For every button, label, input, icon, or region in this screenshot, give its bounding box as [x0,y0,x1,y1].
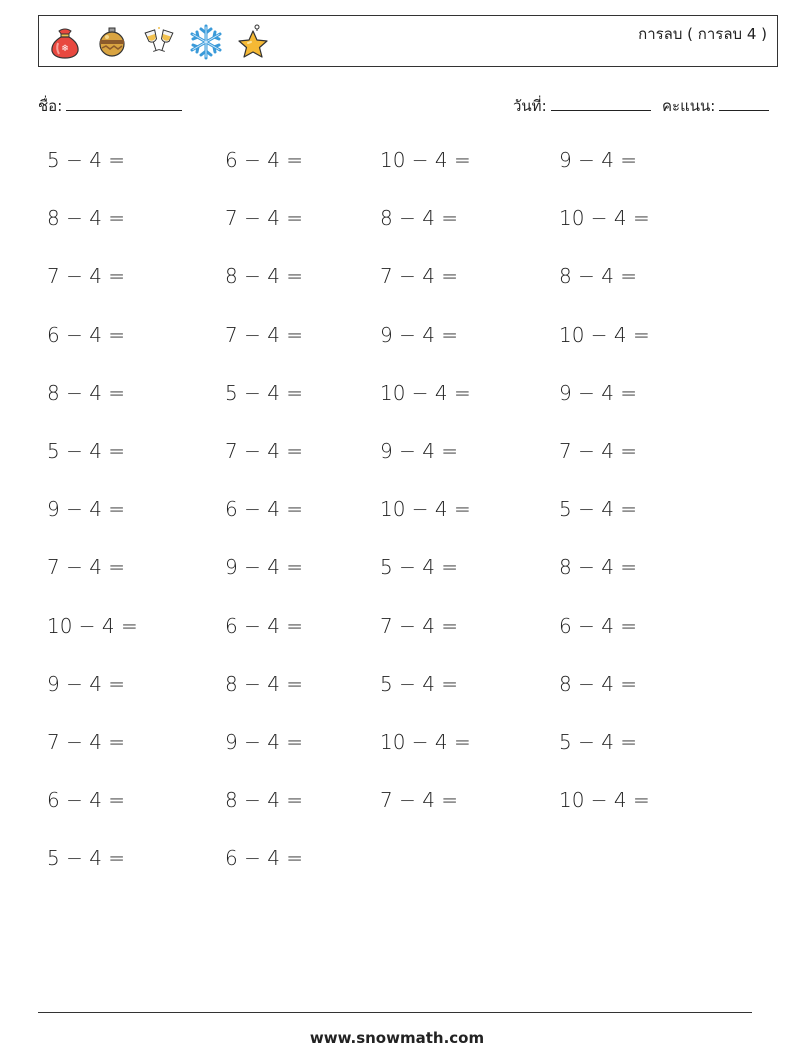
problem-item: 5 − 4 = [47,439,126,463]
decorative-icons [46,23,272,61]
ornament-ball-icon [93,23,131,61]
problem-item: 5 − 4 = [47,148,126,172]
date-field [513,94,651,118]
problem-item: 7 − 4 = [380,264,459,288]
problem-item: 8 − 4 = [47,381,126,405]
problem-item: 10 − 4 = [47,614,138,638]
problem-item: 5 − 4 = [225,381,304,405]
problem-item: 5 − 4 = [47,846,126,870]
problem-item: 8 − 4 = [225,672,304,696]
problem-item: 9 − 4 = [380,323,459,347]
date-label: วันที่: [513,97,547,115]
worksheet-title: การลบ ( การลบ 4 ) [638,25,767,43]
problem-item: 9 − 4 = [559,148,638,172]
problem-item: 8 − 4 = [559,264,638,288]
problem-item: 5 − 4 = [559,730,638,754]
problem-item: 5 − 4 = [559,497,638,521]
problem-item: 6 − 4 = [225,846,304,870]
problem-item: 8 − 4 = [380,206,459,230]
problem-item: 6 − 4 = [225,148,304,172]
problem-item: 8 − 4 = [47,206,126,230]
problem-item: 7 − 4 = [225,323,304,347]
problem-item: 9 − 4 = [47,672,126,696]
gift-sack-icon [46,23,84,61]
footer-divider [38,1012,752,1013]
name-blank [66,96,182,111]
problem-item: 10 − 4 = [380,381,471,405]
problem-item: 10 − 4 = [380,497,471,521]
name-label: ชื่อ: [38,97,63,115]
star-icon [234,23,272,61]
problem-item: 6 − 4 = [559,614,638,638]
date-blank [551,96,651,111]
problem-item: 6 − 4 = [225,497,304,521]
problem-item: 9 − 4 = [380,439,459,463]
problem-item: 10 − 4 = [559,788,650,812]
snowflake-icon [187,23,225,61]
score-label: คะแนน: [662,97,716,115]
problem-item: 5 − 4 = [380,672,459,696]
problem-item: 8 − 4 = [225,264,304,288]
problem-item: 7 − 4 = [559,439,638,463]
score-field [662,94,769,118]
problem-item: 9 − 4 = [225,730,304,754]
problem-item: 6 − 4 = [225,614,304,638]
champagne-toast-icon [140,23,178,61]
problem-item: 8 − 4 = [225,788,304,812]
problem-item: 7 − 4 = [380,614,459,638]
problem-item: 9 − 4 = [559,381,638,405]
problem-item: 7 − 4 = [225,206,304,230]
problem-item: 7 − 4 = [47,555,126,579]
problem-item: 10 − 4 = [559,323,650,347]
score-blank [719,96,769,111]
problem-item: 10 − 4 = [559,206,650,230]
problem-item: 7 − 4 = [225,439,304,463]
problem-item: 7 − 4 = [47,730,126,754]
problem-item: 6 − 4 = [47,323,126,347]
problem-item: 9 − 4 = [47,497,126,521]
problem-item: 6 − 4 = [47,788,126,812]
problem-item: 9 − 4 = [225,555,304,579]
problem-item: 8 − 4 = [559,672,638,696]
problem-item: 10 − 4 = [380,148,471,172]
problem-item: 5 − 4 = [380,555,459,579]
problem-item: 8 − 4 = [559,555,638,579]
problem-item: 7 − 4 = [47,264,126,288]
svg-text:❄: ❄ [61,44,69,54]
footer-url: www.snowmath.com [309,1029,485,1047]
problem-item: 7 − 4 = [380,788,459,812]
worksheet-header [38,15,778,67]
problem-item: 10 − 4 = [380,730,471,754]
name-field [38,94,182,118]
